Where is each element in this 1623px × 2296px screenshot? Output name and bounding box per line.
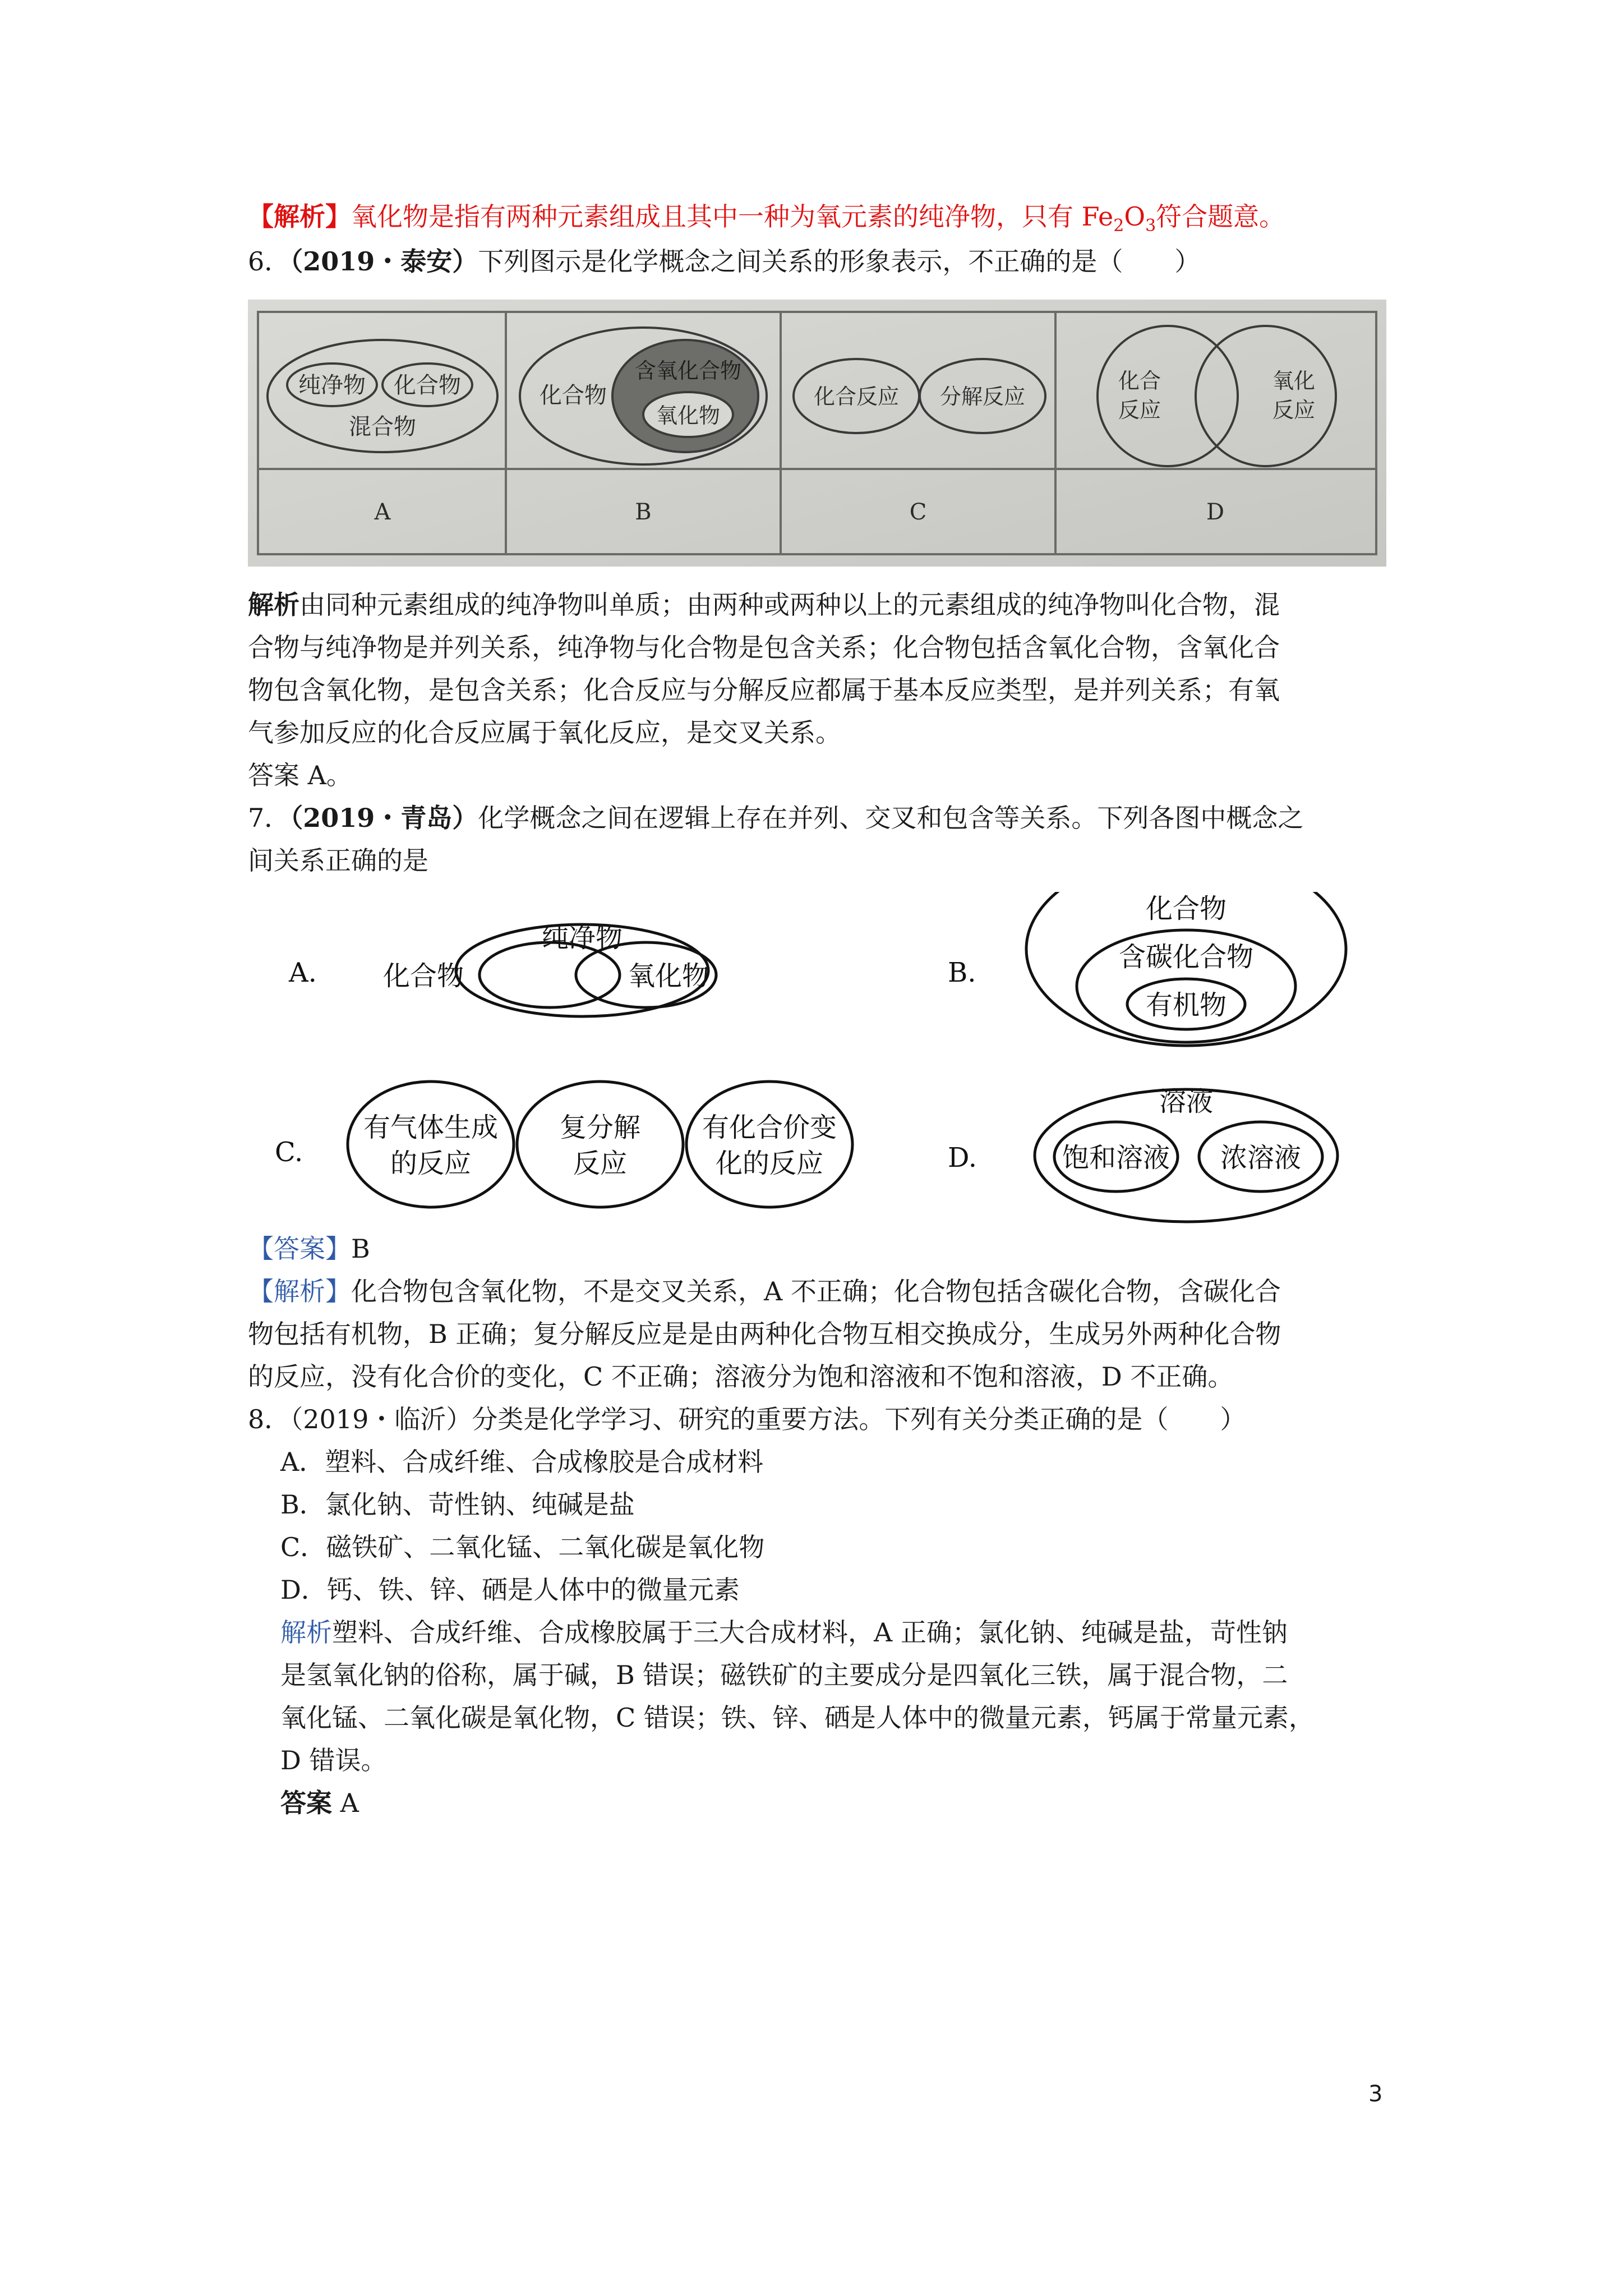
q6-a-outer: 混合物 [349,414,416,440]
q8-analysis-tag: 解析 [280,1617,332,1648]
q7-b-inner: 有机物 [1145,990,1227,1021]
q7-analysis-line-3: 的反应，没有化合价的变化，C 不正确；溶液分为饱和溶液和不饱和溶液，D 不正确。 [248,1361,1234,1392]
page-number: 3 [1368,2081,1383,2107]
q7-d-label: D. [948,1142,978,1174]
q7-figure [264,892,1385,1228]
q6-c-right: 分解反应 [939,384,1026,409]
q6-analysis-line-3: 物包含氧化物，是包含关系；化合反应与分解反应都属于基本反应类型，是并列关系；有氧 [248,675,1280,705]
q6-analysis-text-1: 由同种元素组成的纯净物叫单质；由两种或两种以上的元素组成的纯净物叫化合物，混 [299,590,1280,620]
q7-a-outer: 纯净物 [541,922,623,954]
q7-d-outer: 溶液 [1159,1086,1214,1117]
q7-c-left-2: 的反应 [390,1148,472,1179]
q8-option-d: D．钙、铁、锌、硒是人体中的微量元素 [280,1575,740,1605]
q6-c-label: C [909,499,927,525]
q6-figure-svg [248,300,1386,567]
q7-b-middle: 含碳化合物 [1118,941,1254,973]
q8-analysis-line-4: D 错误。 [280,1745,387,1775]
q7-c-right-1: 有化合价变 [702,1112,837,1143]
prev-analysis-line [248,200,1285,243]
q6-stem-text: 下列图示是化学概念之间关系的形象表示，不正确的是（ ） [478,246,1201,277]
q7-source: （2019・青岛） [290,803,478,833]
q7-analysis-tag: 【解析】 [248,1276,351,1306]
q6-b-label: B [635,499,652,525]
q7-stem-2: 间关系正确的是 [248,845,428,876]
q6-c-left: 化合反应 [813,384,900,409]
q6-analysis-line-2: 合物与纯净物是并列关系，纯净物与化合物是包含关系；化合物包括含氧化合物，含氧化合 [248,632,1280,662]
q7-analysis-line-1 [248,1274,1281,1308]
q7-d-left: 饱和溶液 [1062,1142,1170,1174]
q7-c-label: C. [275,1137,303,1168]
prev-analysis-sub2: 2 [1113,216,1124,236]
q8-option-b: B．氯化钠、苛性钠、纯碱是盐 [280,1489,635,1520]
q7-analysis-line-2: 物包括有机物，B 正确；复分解反应是是由两种化合物互相交换成分，生成另外两种化合物 [248,1319,1281,1349]
prev-analysis-tail: 符合题意。 [1156,201,1285,232]
q6-stem [248,245,1200,278]
q7-b-outer: 化合物 [1145,893,1227,924]
q6-a-label: A [374,499,391,525]
q7-c-right-2: 化的反应 [715,1148,824,1179]
q7-a-right: 氧化物 [628,960,709,992]
prev-analysis-sub3: 3 [1145,216,1156,236]
q8-analysis-line-2: 是氢氧化钠的俗称，属于碱，B 错误；磁铁矿的主要成分是四氧化三铁，属于混合物，二 [280,1660,1288,1690]
q6-d-label: D [1206,499,1225,525]
q7-c-mid-2: 反应 [573,1148,628,1179]
q6-b-outer: 化合物 [540,383,607,408]
q8-analysis-line-3: 氧化锰、二氧化碳是氧化物，C 错误；铁、锌、硒是人体中的微量元素，钙属于常量元素， [280,1703,1315,1733]
q7-answer-tag: 【答案】 [248,1234,351,1264]
q6-d-left-2: 反应 [1118,398,1161,422]
q8-stem [248,1402,1246,1436]
q8-option-c: C．磁铁矿、二氧化锰、二氧化碳是氧化物 [280,1532,765,1562]
prev-analysis-mid: O [1124,201,1146,232]
q6-analysis-line-1 [248,588,1280,622]
q8-stem-text: （2019・临沂）分类是化学学习、研究的重要方法。下列有关分类正确的是（ ） [290,1404,1246,1434]
prev-analysis-text: 氧化物是指有两种元素组成且其中一种为氧元素的纯净物，只有 Fe [351,201,1114,232]
q8-analysis-text-1: 塑料、合成纤维、合成橡胶属于三大合成材料，A 正确；氯化钠、纯碱是盐，苛性钠 [332,1617,1288,1648]
q6-a-inner-left: 纯净物 [298,372,366,398]
q7-a-left: 化合物 [382,960,464,992]
q6-d-left-1: 化合 [1118,369,1161,393]
q8-analysis-line-1 [280,1616,1288,1649]
q7-d-right: 浓溶液 [1220,1142,1302,1174]
q6-source: （2019・泰安） [290,246,478,277]
q8-answer-tag: 答案 [280,1788,332,1818]
prev-analysis-tag: 【解析】 [248,201,351,232]
q6-answer: 答案 A。 [248,760,352,790]
q7-stem-text: 化学概念之间在逻辑上存在并列、交叉和包含等关系。下列各图中概念之 [478,803,1304,833]
q7-number: 7． [248,803,291,833]
q8-option-a: A．塑料、合成纤维、合成橡胶是合成材料 [280,1447,764,1477]
q8-number: 8． [248,1404,291,1434]
q6-d-right-1: 氧化 [1272,369,1316,393]
q7-b-label: B. [948,957,976,988]
q6-d-right-2: 反应 [1272,398,1316,422]
q7-answer: B [351,1234,370,1264]
q6-analysis-tag: 解析 [248,590,299,620]
q8-answer-line [280,1786,359,1820]
q7-stem-1 [248,801,1303,835]
q6-analysis-line-4: 气参加反应的化合反应属于氧化反应，是交叉关系。 [248,717,841,748]
q7-a-label: A. [289,957,317,988]
q6-b-inner: 氧化物 [656,403,721,428]
q6-a-inner-right: 化合物 [394,372,461,398]
q7-c-mid-1: 复分解 [559,1112,641,1143]
q7-c-left-1: 有气体生成 [363,1112,499,1143]
q6-b-middle: 含氧化合物 [634,358,742,383]
q8-answer: A [340,1788,359,1818]
q6-number: 6． [248,246,291,277]
q7-answer-line [248,1232,370,1266]
q6-figure [248,300,1386,567]
q7-analysis-text-1: 化合物包含氧化物，不是交叉关系，A 不正确；化合物包括含碳化合物，含碳化合 [351,1276,1281,1306]
q7-figure-svg [264,892,1385,1228]
